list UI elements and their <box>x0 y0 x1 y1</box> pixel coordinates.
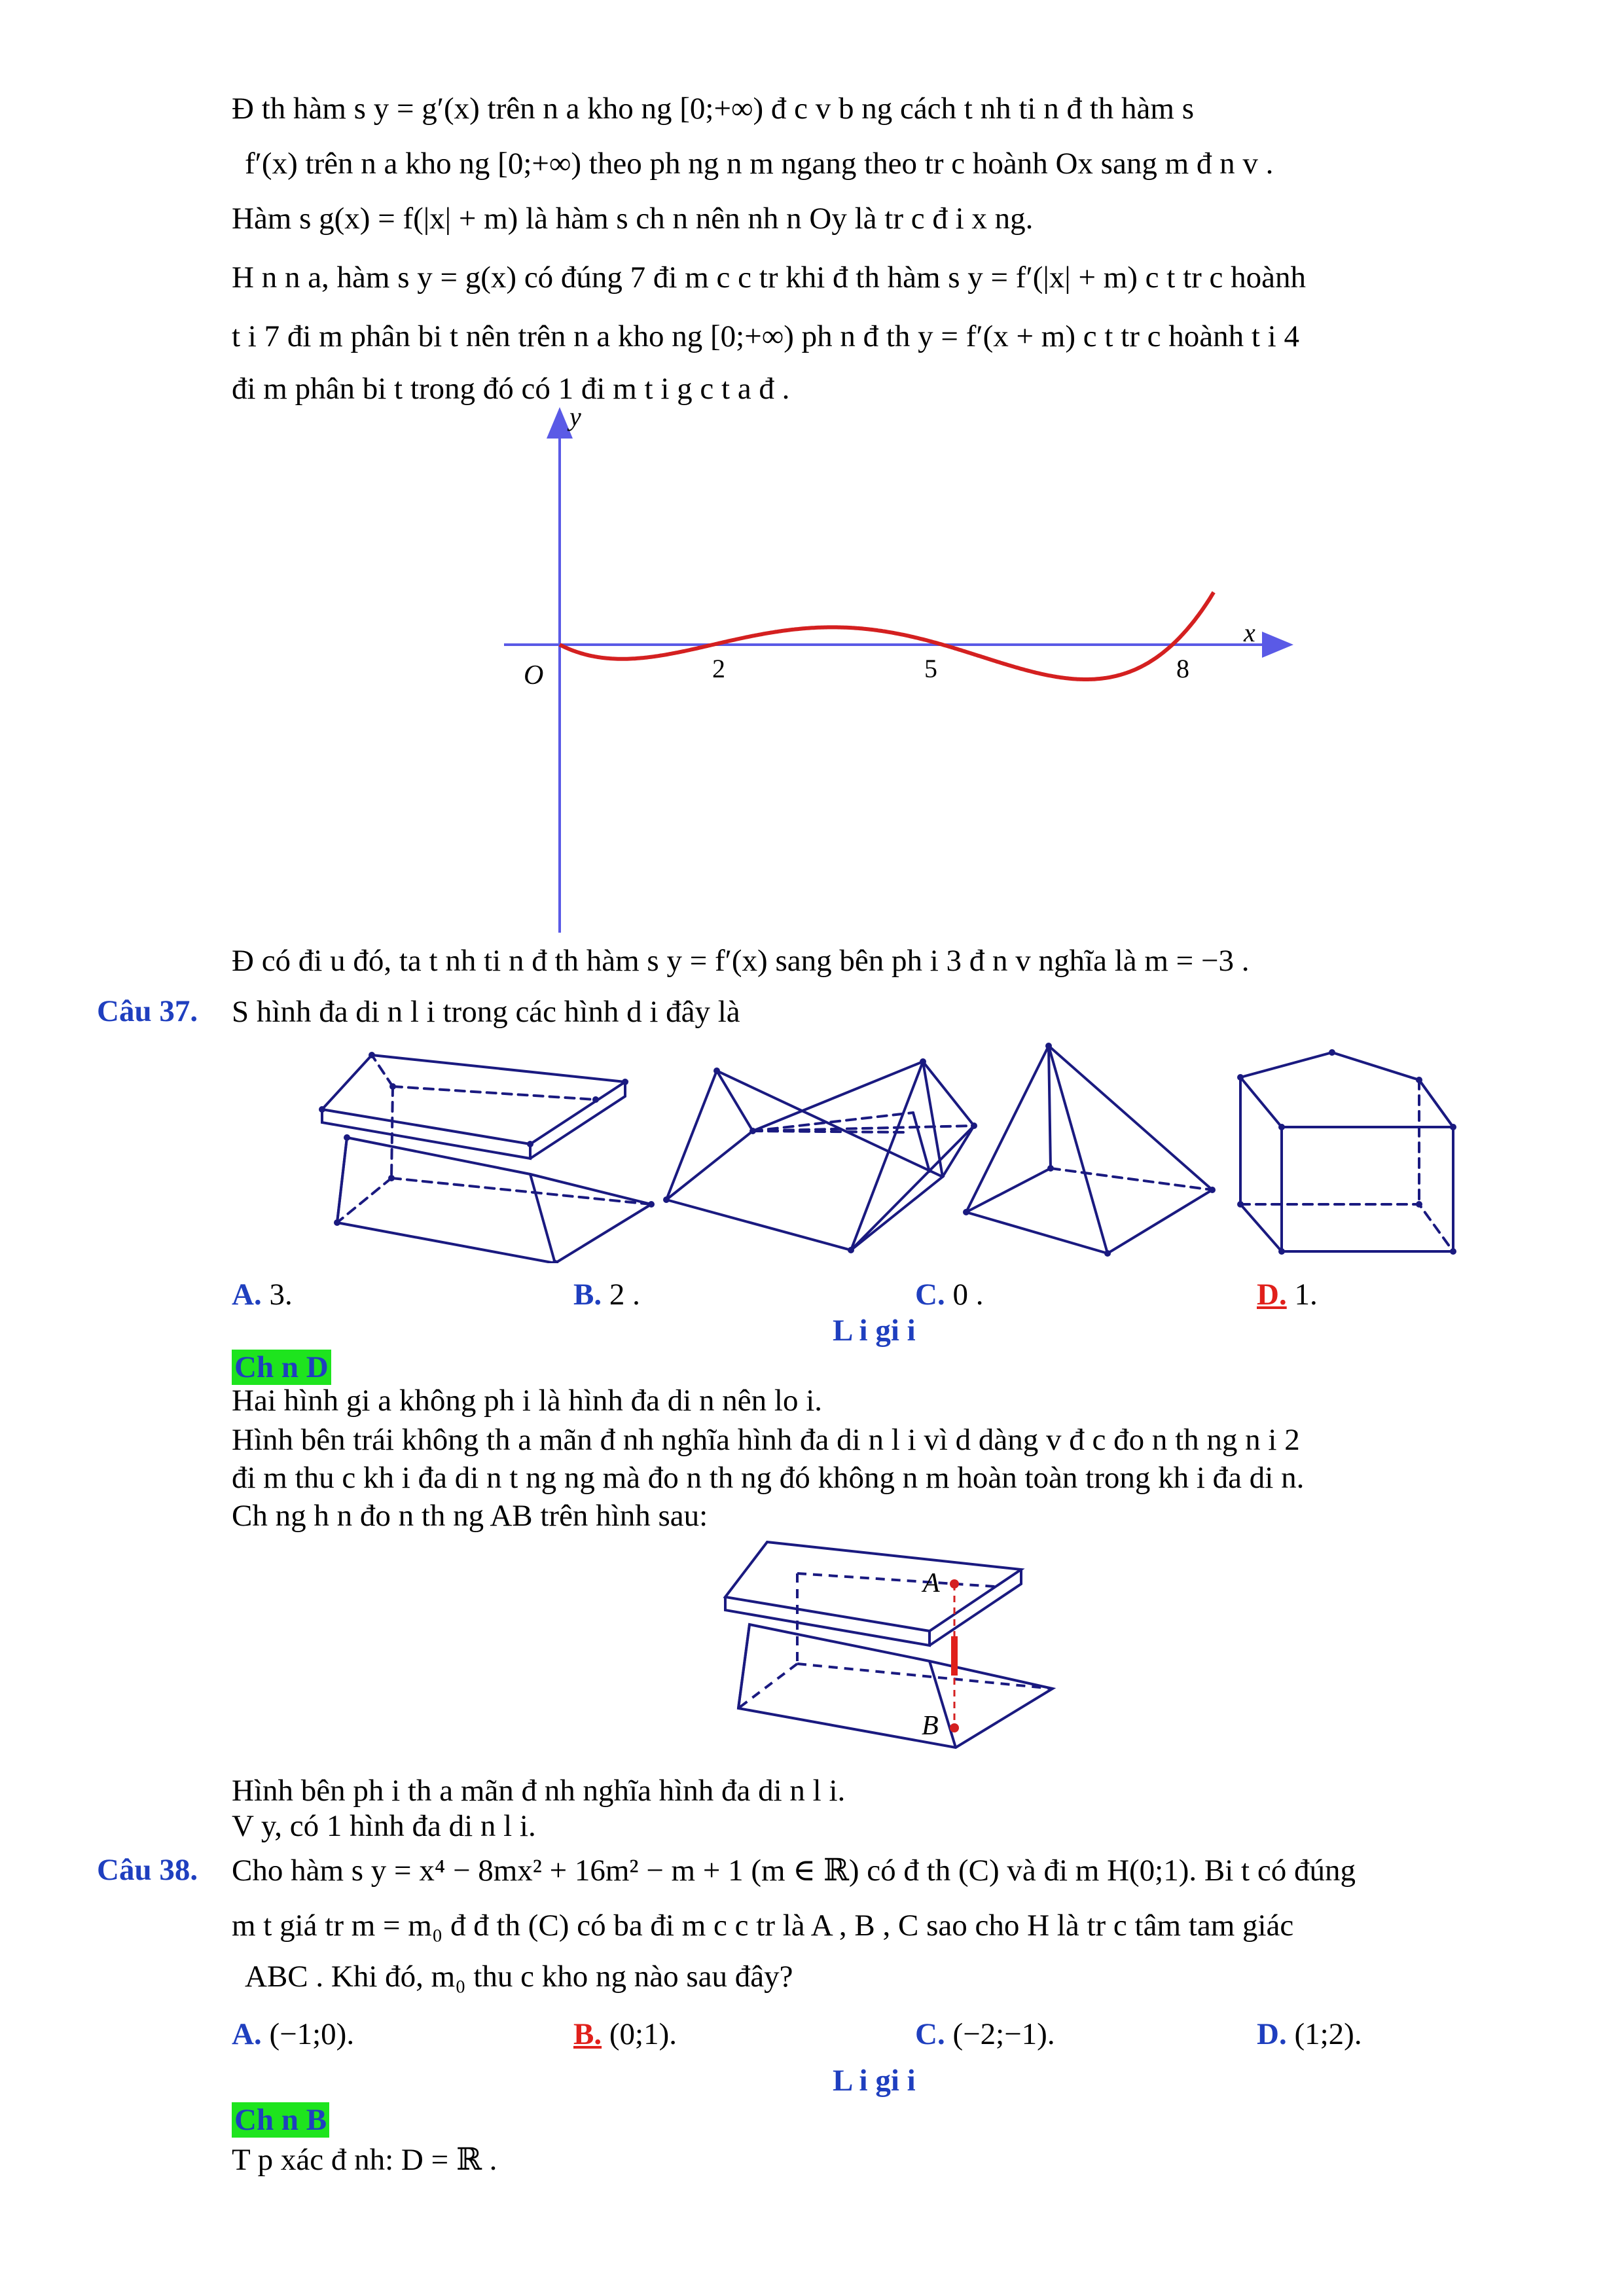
q37-solution-1: Hai hình gi a không ph i là hình đa di n nên lo i. <box>232 1384 823 1418</box>
q38-option-b-value: (0;1). <box>609 2017 677 2051</box>
q38-option-a-value: (−1;0). <box>269 2017 355 2051</box>
q38-option-d <box>1257 2016 1362 2053</box>
tick-label-5: 5 <box>924 654 937 683</box>
q37-option-c-letter: C. <box>915 1278 945 1312</box>
q37-option-c-value: 0 . <box>952 1278 984 1312</box>
polyhedron-figure-1 <box>322 1055 651 1263</box>
q37-option-d-value: 1. <box>1294 1278 1318 1312</box>
q38-option-d-value: (1;2). <box>1294 2017 1362 2051</box>
intro-line-2: f′(x) trên n a kho ng [0;+∞) theo ph ng n m ngang theo tr c hoành Ox sang m đ n v . <box>245 147 1274 181</box>
derivative-curve <box>560 592 1214 679</box>
question-38-line-3: ABC . Khi đó, m₀ thu c kho ng nào sau đây? <box>245 1960 793 1994</box>
question-37-label: Câu 37. <box>97 994 198 1028</box>
polyhedron-figure-3 <box>966 1046 1212 1253</box>
q37-option-d <box>1257 1276 1318 1313</box>
q37-option-d-letter: D. <box>1257 1278 1287 1312</box>
q38-option-c <box>915 2016 1055 2053</box>
intro-line-1: Đ th hàm s y = g′(x) trên n a kho ng [0;+∞) đ c v b ng cách t nh ti n đ th hàm s <box>232 92 1194 126</box>
q38-option-c-value: (−2;−1). <box>952 2017 1055 2051</box>
q37-solution-2: Hình bên trái không th a mãn đ nh nghĩa hình đa di n l i vì d dàng v đ c đo n th ng n i 2 <box>232 1423 1300 1457</box>
question-38-line-2: m t giá tr m = m₀ đ đ th (C) có ba đi m c c tr là A , B , C sao cho H là tr c tâm tam giác <box>232 1909 1294 1943</box>
question-37-text: S hình đa di n l i trong các hình d i đây là <box>232 995 740 1029</box>
intro-line-5: t i 7 đi m phân bi t nên trên n a kho ng [0;+∞) ph n đ th y = f′(x + m) c t tr c hoành t i 4 <box>232 319 1299 353</box>
q38-option-b-letter: B. <box>573 2017 602 2051</box>
ab-segment-figure <box>707 1532 1074 1754</box>
question-38-label: Câu 38. <box>97 1853 198 1887</box>
q38-solution-1: T p xác đ nh: D = ℝ . <box>232 2143 497 2177</box>
q37-solution-6: V y, có 1 hình đa di n l i. <box>232 1809 536 1843</box>
point-b-marker <box>950 1723 959 1732</box>
origin-label: O <box>524 660 544 691</box>
intro-line-6: đi m phân bi t trong đó có 1 đi m t i g c t a đ . <box>232 372 790 406</box>
q37-option-a <box>232 1276 293 1313</box>
q38-answer-badge: Ch n B <box>232 2102 329 2138</box>
q37-option-a-letter: A. <box>232 1278 262 1312</box>
point-a-label: A <box>923 1568 940 1598</box>
q37-loigiai-heading: L i gi i <box>833 1314 916 1348</box>
polyhedron-figure-2 <box>666 1062 974 1250</box>
q37-solution-4: Ch ng h n đo n th ng AB trên hình sau: <box>232 1499 708 1533</box>
point-a-marker <box>950 1579 959 1588</box>
intro-line-3: Hàm s g(x) = f(|x| + m) là hàm s ch n nên nh n Oy là tr c đ i x ng. <box>232 202 1034 236</box>
q38-option-a <box>232 2016 354 2053</box>
tick-label-2: 2 <box>712 654 725 683</box>
q38-loigiai-heading: L i gi i <box>833 2064 916 2098</box>
q38-option-b <box>573 2016 677 2053</box>
polyhedra-figures <box>314 1041 1466 1263</box>
y-axis-label: y <box>569 406 581 431</box>
x-axis-label: x <box>1244 618 1255 647</box>
q37-answer-badge: Ch n D <box>232 1350 331 1385</box>
q38-option-c-letter: C. <box>915 2017 945 2051</box>
question-38-line-1: Cho hàm s y = x⁴ − 8mx² + 16m² − m + 1 (m ∈ ℝ) có đ th (C) và đi m H(0;1). Bi t có đúng <box>232 1854 1356 1888</box>
q37-option-b <box>573 1276 640 1313</box>
q37-option-a-value: 3. <box>269 1278 293 1312</box>
derivative-graph <box>497 406 1303 942</box>
point-b-label: B <box>922 1711 939 1741</box>
tick-label-8: 8 <box>1176 654 1189 683</box>
intro-line-4: H n n a, hàm s y = g(x) có đúng 7 đi m c c tr khi đ th hàm s y = f′(|x| + m) c t tr c hoành <box>232 260 1307 295</box>
q37-option-c <box>915 1276 983 1313</box>
q38-option-a-letter: A. <box>232 2017 262 2051</box>
q38-option-d-letter: D. <box>1257 2017 1287 2051</box>
q37-option-b-letter: B. <box>573 1278 602 1312</box>
q37-solution-3: đi m thu c kh i đa di n t ng ng mà đo n th ng đó không n m hoàn toàn trong kh i đa di n. <box>232 1461 1305 1495</box>
q37-option-b-value: 2 . <box>609 1278 640 1312</box>
conclusion-line: Đ có đi u đó, ta t nh ti n đ th hàm s y = f′(x) sang bên ph i 3 đ n v nghĩa là m = −3 . <box>232 944 1250 978</box>
q37-solution-5: Hình bên ph i th a mãn đ nh nghĩa hình đa di n l i. <box>232 1774 846 1808</box>
